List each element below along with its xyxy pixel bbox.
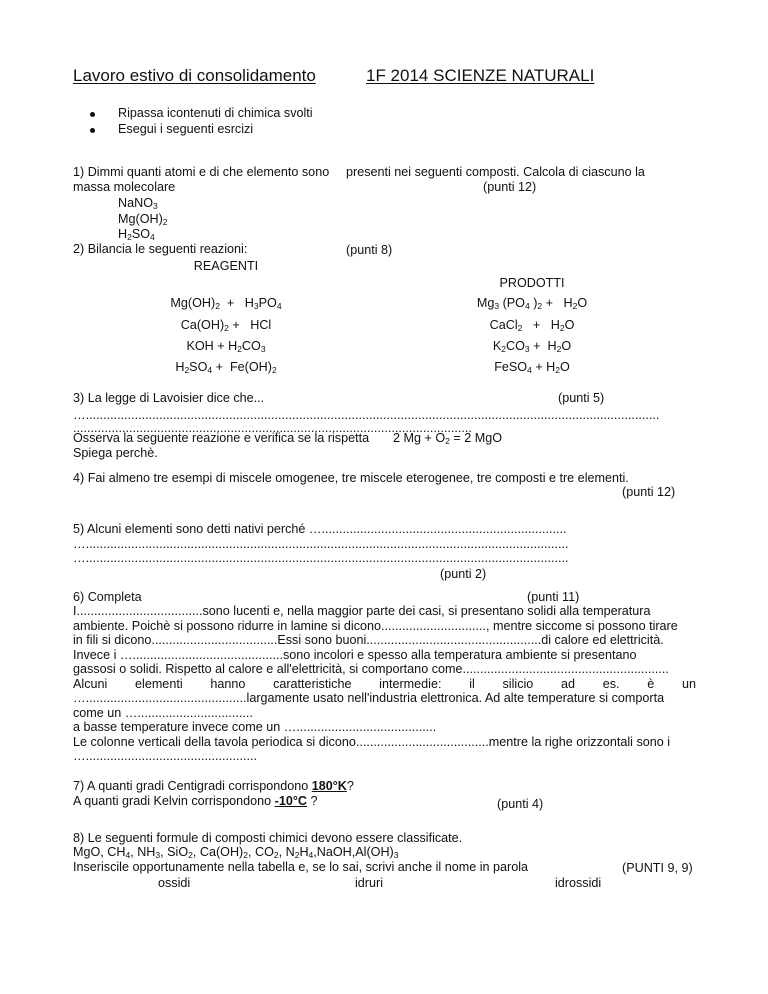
q6-line-6: Alcuni elementi hanno caratteristiche intermedie: il silicio ad es. è un	[73, 677, 696, 691]
q3-reaction: 2 $Mg + O_2 = 2$ MgO	[393, 431, 503, 446]
bullet-dot-icon	[90, 128, 95, 133]
bullet-item-2: Esegui i seguenti esrcizi	[118, 122, 253, 136]
table-header-idrossidi: idrossidi	[555, 876, 602, 890]
q5-points: (punti 2)	[440, 567, 487, 581]
reagent-2: $Ca(OH)_2$ + HCl	[180, 318, 272, 333]
reagent-1: $Mg(OH)_2 + H_3PO_4$	[170, 296, 282, 311]
q8-formulas: MgO, $CH_4$, $NH_3$, SiO$_2$, $Ca(OH)_2$, $CO_2$, $N_2H_4,NaOH,Al(OH)_3$	[73, 845, 399, 860]
q3-answer-dots-1: …....................................................................................................................................................................	[73, 408, 660, 422]
product-3: $K_2CO_3 + H_2O$	[492, 339, 572, 354]
q5-answer-dots-1: …..........................................................................................................................................	[73, 537, 569, 551]
bullet-dot-icon	[90, 112, 95, 117]
q1-line1-right: presenti nei seguenti composti. Calcola di ciascuno la	[346, 165, 645, 179]
q1-line2: massa molecolare	[73, 180, 176, 194]
q7-points: (punti 4)	[497, 797, 544, 811]
compound-mgoh2: $Mg(OH)_2$	[118, 212, 168, 227]
reagent-3: KOH + $H_2CO_3$	[186, 339, 266, 354]
q7-line2: A quanti gradi Kelvin corrispondono -10°C ?	[73, 794, 318, 808]
q3-answer-dots-2: ..................................................................................................................	[73, 421, 472, 435]
q6-line-7: …..............................................largamente usato nell'industria elettronica. Ad alte temperature si comporta	[73, 691, 665, 705]
q4-text: 4) Fai almeno tre esempi di miscele omogenee, tre miscele eterogenee, tre composti e tre elementi.	[73, 471, 629, 485]
q8-line3: Inseriscile opportunamente nella tabella e, se lo sai, scrivi anche il nome in parola	[73, 860, 529, 874]
table-header-ossidi: ossidi	[158, 876, 191, 890]
q5-answer-dots-2: …..........................................................................................................................................	[73, 551, 569, 565]
products-header: PRODOTTI	[499, 276, 565, 290]
q2-text: 2) Bilancia le seguenti reazioni:	[73, 242, 248, 256]
q3-explain: Spiega perchè.	[73, 446, 158, 460]
q1-points: (punti 12)	[483, 180, 537, 194]
q8-points: (PUNTI 9, 9)	[622, 861, 693, 875]
page-title-right: 1F 2014 SCIENZE NATURALI	[366, 66, 595, 85]
q3-points: (punti 5)	[558, 391, 605, 405]
q6-line-3: in fili si dicono....................................Essi sono buoni..................................................di calore ed elettricità.	[73, 633, 664, 647]
q2-points: (punti 8)	[346, 243, 393, 257]
product-1: $Mg_3$ ($PO_4$ )$_2 + H_2O$	[476, 296, 588, 311]
q6-line-11: ….................................................	[73, 749, 258, 763]
reagents-header: REAGENTI	[193, 259, 259, 273]
q6-points: (punti 11)	[527, 590, 580, 604]
q3-text: 3) La legge di Lavoisier dice che...	[73, 391, 265, 405]
q5-text: 5) Alcuni elementi sono detti nativi perché …......................................................................	[73, 522, 567, 536]
compound-h2so4: $H_2SO_4$	[118, 227, 155, 242]
q7-line1: 7) A quanti gradi Centigradi corrispondono 180°K?	[73, 779, 354, 793]
q4-points: (punti 12)	[622, 485, 676, 499]
q7-value-celsius: -10°C	[274, 794, 307, 808]
q6-line-5: gassosi o solidi. Rispetto al calore e all'elettricità, si comportano come...........................................................	[73, 662, 669, 676]
q7-value-kelvin: 180°K	[311, 779, 347, 793]
page-title-left: Lavoro estivo di consolidamento	[73, 66, 316, 85]
table-header-idruri: idruri	[355, 876, 383, 890]
product-2: CaCl$_2$ + $H_2O$	[489, 318, 575, 333]
bullet-item-1: Ripassa icontenuti di chimica svolti	[118, 106, 313, 120]
reagent-4: $H_2SO_4 + Fe(OH)_2$	[175, 360, 277, 375]
q6-line-4: Invece i …...........................................sono incolori e spesso alla temperatura ambiente si presentano	[73, 648, 637, 662]
q1-line1-left: 1) Dimmi quanti atomi e di che elemento sono	[73, 165, 330, 179]
q6-line-10: Le colonne verticali della tavola periodica si dicono......................................mentre la righe orizzontali sono i	[73, 735, 671, 749]
q8-line1: 8) Le seguenti formule di composti chimici devono essere classificate.	[73, 831, 463, 845]
q6-line-1: I....................................sono lucenti e, nella maggior parte dei casi, si presentano solidi alla temperatura	[73, 604, 651, 618]
compound-nano3: NaNO$_3$	[118, 196, 158, 211]
q6-line-8: come un ….................................	[73, 706, 253, 720]
q6-line-9: a basse temperature invece come un …........................................	[73, 720, 437, 734]
q6-line-2: ambiente. Poichè si possono ridurre in lamine si dicono.............................., mentre siccome si possono tirare	[73, 619, 678, 633]
product-4: FeSO$_4$ + $H_2O$	[494, 360, 570, 375]
q6-text: 6) Completa	[73, 590, 142, 604]
q3-observe: Osserva la seguente reazione e verifica se la rispetta	[73, 431, 370, 445]
